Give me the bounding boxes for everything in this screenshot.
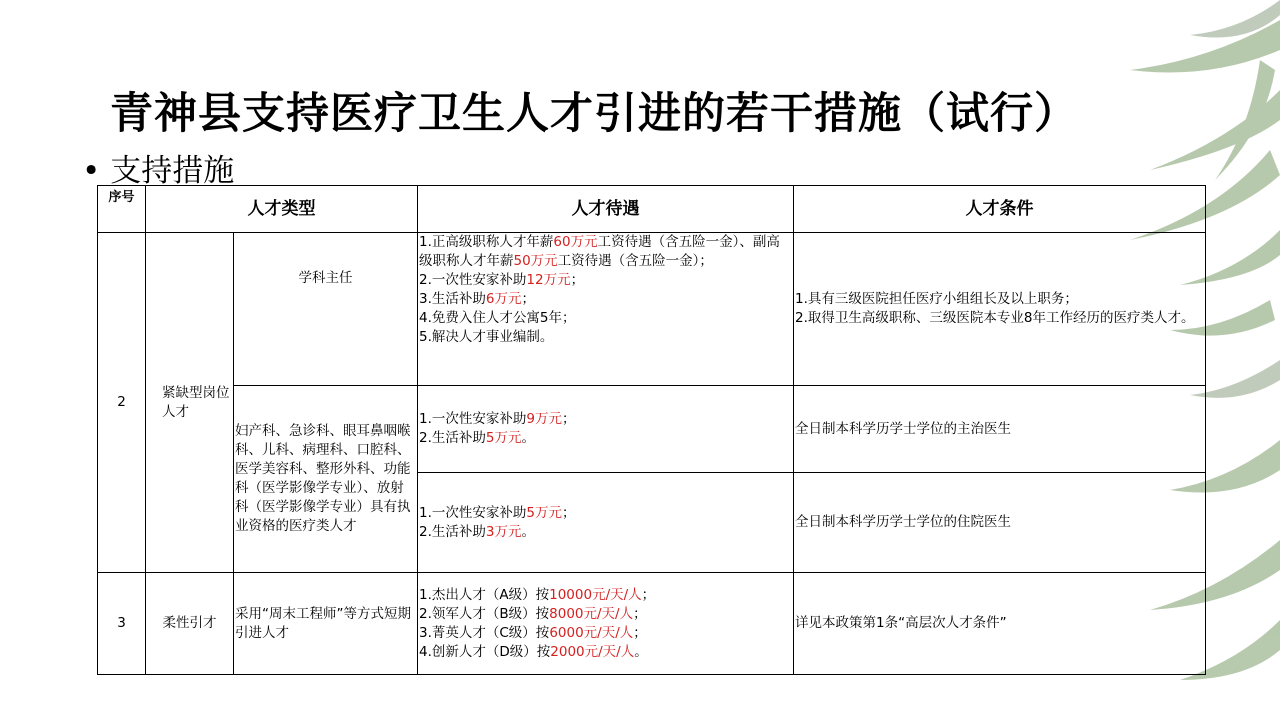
- row-category: 柔性引才: [146, 573, 234, 675]
- treatment-cell: [418, 233, 794, 386]
- treatment-item-4: 4.创新人才（D级）按2000元/天/人。: [419, 643, 648, 660]
- talent-type: 采用“周末工程师”等方式短期引进人才: [234, 573, 418, 675]
- treatment-cell: [418, 573, 794, 675]
- table-row: [98, 233, 1206, 386]
- condition-item-2: 2.取得卫生高级职称、三级医院本专业8年工作经历的医疗类人才。: [795, 310, 1195, 326]
- header-treatment: 人才待遇: [418, 186, 794, 233]
- treatment-item-3: 3.菁英人才（C级）按6000元/天/人；: [419, 624, 647, 641]
- talent-type: 学科主任: [234, 233, 418, 386]
- treatment-item-1: 1.杰出人才（A级）按10000元/天/人；: [419, 586, 656, 603]
- treatment-item-5: 5.解决人才事业编制。: [419, 329, 554, 345]
- section-heading: [82, 145, 234, 190]
- condition-cell: 全日制本科学历学士学位的主治医生: [794, 386, 1206, 473]
- table-row: [98, 573, 1206, 675]
- section-heading-text: 支持措施: [110, 153, 235, 189]
- header-condition: 人才条件: [794, 186, 1206, 233]
- treatment-item-1: 1.正高级职称人才年薪60万元工资待遇（含五险一金）、副高级职称人才年薪50万元工资待遇（含五险一金）；: [419, 234, 780, 269]
- condition-cell: 详见本政策第1条“高层次人才条件”: [794, 573, 1206, 675]
- condition-item-1: 1.具有三级医院担任医疗小组组长及以上职务；: [795, 291, 1078, 307]
- header-no: 序号: [98, 186, 146, 233]
- treatment-item-3: 3.生活补助6万元；: [419, 291, 535, 307]
- treatment-item-2: 2.一次性安家补助12万元；: [419, 272, 585, 288]
- row-no: 3: [98, 573, 146, 675]
- condition-cell: 全日制本科学历学士学位的住院医生: [794, 473, 1206, 573]
- treatment-item-1: 1.一次性安家补助9万元；: [419, 411, 576, 427]
- treatment-item-1: 1.一次性安家补助5万元；: [419, 504, 576, 521]
- table-header-row: [98, 186, 1206, 233]
- measures-table: [97, 185, 1206, 675]
- treatment-cell: [418, 386, 794, 473]
- condition-cell: [794, 233, 1206, 386]
- header-type: 人才类型: [146, 186, 418, 233]
- bullet-icon: •: [82, 153, 101, 189]
- treatment-cell: [418, 473, 794, 573]
- treatment-item-2: 2.生活补助5万元。: [419, 430, 535, 446]
- row-category: 紧缺型岗位人才: [146, 233, 234, 573]
- row-no: 2: [98, 233, 146, 573]
- table-row: [98, 386, 1206, 473]
- page-title: 青神县支持医疗卫生人才引进的若干措施（试行）: [110, 89, 1078, 139]
- treatment-item-2: 2.领军人才（B级）按8000元/天/人；: [419, 605, 647, 622]
- treatment-item-4: 4.免费入住人才公寓5年；: [419, 310, 576, 326]
- talent-type: 妇产科、急诊科、眼耳鼻咽喉科、儿科、病理科、口腔科、医学美容科、整形外科、功能科（医学影像学专业）、放射科（医学影像学专业）具有执业资格的医疗类人才: [234, 386, 418, 573]
- treatment-item-2: 2.生活补助3万元。: [419, 523, 535, 540]
